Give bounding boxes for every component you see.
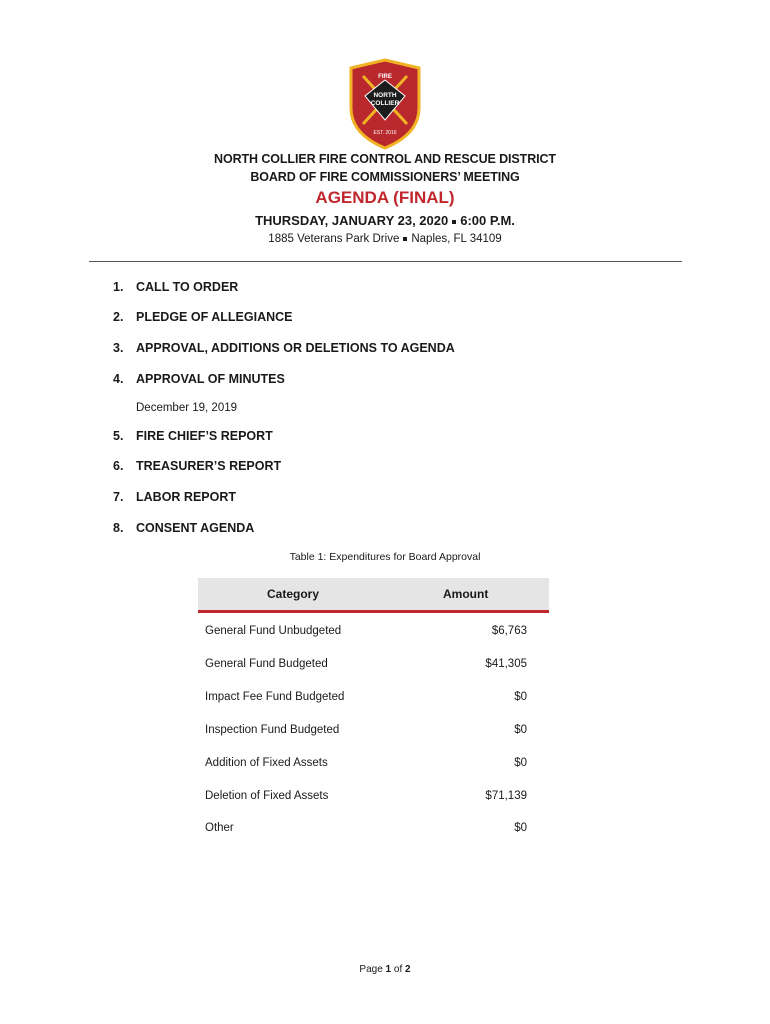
column-header-category: Category	[267, 587, 320, 601]
row-category: Inspection Fund Budgeted	[205, 724, 340, 736]
agenda-item	[113, 459, 281, 473]
org-header	[0, 150, 770, 186]
svg-text:FIRE: FIRE	[378, 74, 392, 80]
row-category: General Fund Budgeted	[205, 658, 328, 670]
agenda-item	[113, 372, 285, 386]
table-row	[198, 790, 549, 808]
table-header	[198, 578, 549, 610]
minutes-date: December 19, 2019	[136, 402, 238, 414]
agenda-item	[113, 341, 455, 355]
address-street: 1885 Veterans Park Drive	[268, 233, 400, 245]
agenda-item-number: 4.	[113, 372, 124, 386]
table-row	[198, 691, 549, 709]
agenda-item-label: FIRE CHIEF’S REPORT	[136, 429, 273, 443]
meeting-address	[0, 233, 770, 245]
agenda-item-number: 2.	[113, 310, 124, 324]
svg-text:NORTH: NORTH	[373, 92, 397, 99]
row-category: General Fund Unbudgeted	[205, 625, 342, 637]
agenda-item	[113, 310, 293, 324]
agenda-item-label: APPROVAL, ADDITIONS OR DELETIONS TO AGENDA	[136, 341, 455, 355]
agenda-item-number: 8.	[113, 521, 124, 535]
header-divider	[89, 261, 682, 262]
meeting-datetime	[0, 213, 770, 228]
agenda-item-number: 5.	[113, 429, 124, 443]
agenda-item-label: LABOR REPORT	[136, 490, 236, 504]
of-word: of	[393, 964, 403, 975]
row-amount: $0	[514, 724, 527, 736]
agenda-item-label: TREASURER’S REPORT	[136, 459, 282, 473]
row-amount: $41,305	[485, 658, 527, 670]
page-number: 1	[385, 964, 392, 975]
column-header-amount: Amount	[443, 587, 489, 601]
table-row	[198, 658, 549, 676]
row-category: Addition of Fixed Assets	[205, 757, 328, 769]
agenda-item-number: 7.	[113, 490, 124, 504]
table-header-rule	[198, 610, 549, 613]
row-amount: $6,763	[491, 625, 527, 637]
agenda-item-number: 6.	[113, 459, 124, 473]
page-total: 2	[405, 964, 411, 975]
agenda-item	[113, 490, 236, 504]
meeting-time: 6:00 P.M.	[460, 213, 515, 228]
fire-badge-icon	[347, 58, 423, 150]
bullet-square-icon	[452, 220, 456, 224]
bullet-square-icon	[403, 237, 407, 241]
row-category: Other	[205, 822, 234, 834]
meeting-date: THURSDAY, JANUARY 23, 2020	[255, 213, 449, 228]
page-word: Page	[359, 964, 383, 975]
agenda-item	[113, 429, 273, 443]
agenda-item-label: APPROVAL OF MINUTES	[136, 372, 285, 386]
agenda-item	[113, 280, 238, 294]
table-row	[198, 757, 549, 775]
agenda-item-label: CONSENT AGENDA	[136, 521, 255, 535]
agenda-title: AGENDA (FINAL)	[315, 188, 455, 207]
svg-text:COLLIER: COLLIER	[370, 100, 400, 107]
agenda-item-number: 3.	[113, 341, 124, 355]
district-logo	[347, 58, 423, 150]
agenda-item-label: CALL TO ORDER	[136, 280, 239, 294]
table-caption: Table 1: Expenditures for Board Approval	[289, 551, 481, 563]
table-row	[198, 822, 549, 840]
meeting-name: BOARD OF FIRE COMMISSIONERS’ MEETING	[250, 170, 520, 184]
address-city: Naples, FL 34109	[411, 233, 502, 245]
row-amount: $0	[514, 757, 527, 769]
row-category: Deletion of Fixed Assets	[205, 790, 329, 802]
row-category: Impact Fee Fund Budgeted	[205, 691, 345, 703]
page-footer	[0, 964, 770, 975]
row-amount: $0	[514, 691, 527, 703]
row-amount: $0	[514, 822, 527, 834]
svg-text:EST. 2016: EST. 2016	[373, 130, 397, 136]
organization-name: NORTH COLLIER FIRE CONTROL AND RESCUE DISTRICT	[214, 152, 556, 166]
agenda-item-label: PLEDGE OF ALLEGIANCE	[136, 310, 293, 324]
agenda-item-number: 1.	[113, 280, 124, 294]
row-amount: $71,139	[485, 790, 527, 802]
table-row	[198, 724, 549, 742]
agenda-item	[113, 521, 254, 535]
table-row	[198, 625, 549, 643]
